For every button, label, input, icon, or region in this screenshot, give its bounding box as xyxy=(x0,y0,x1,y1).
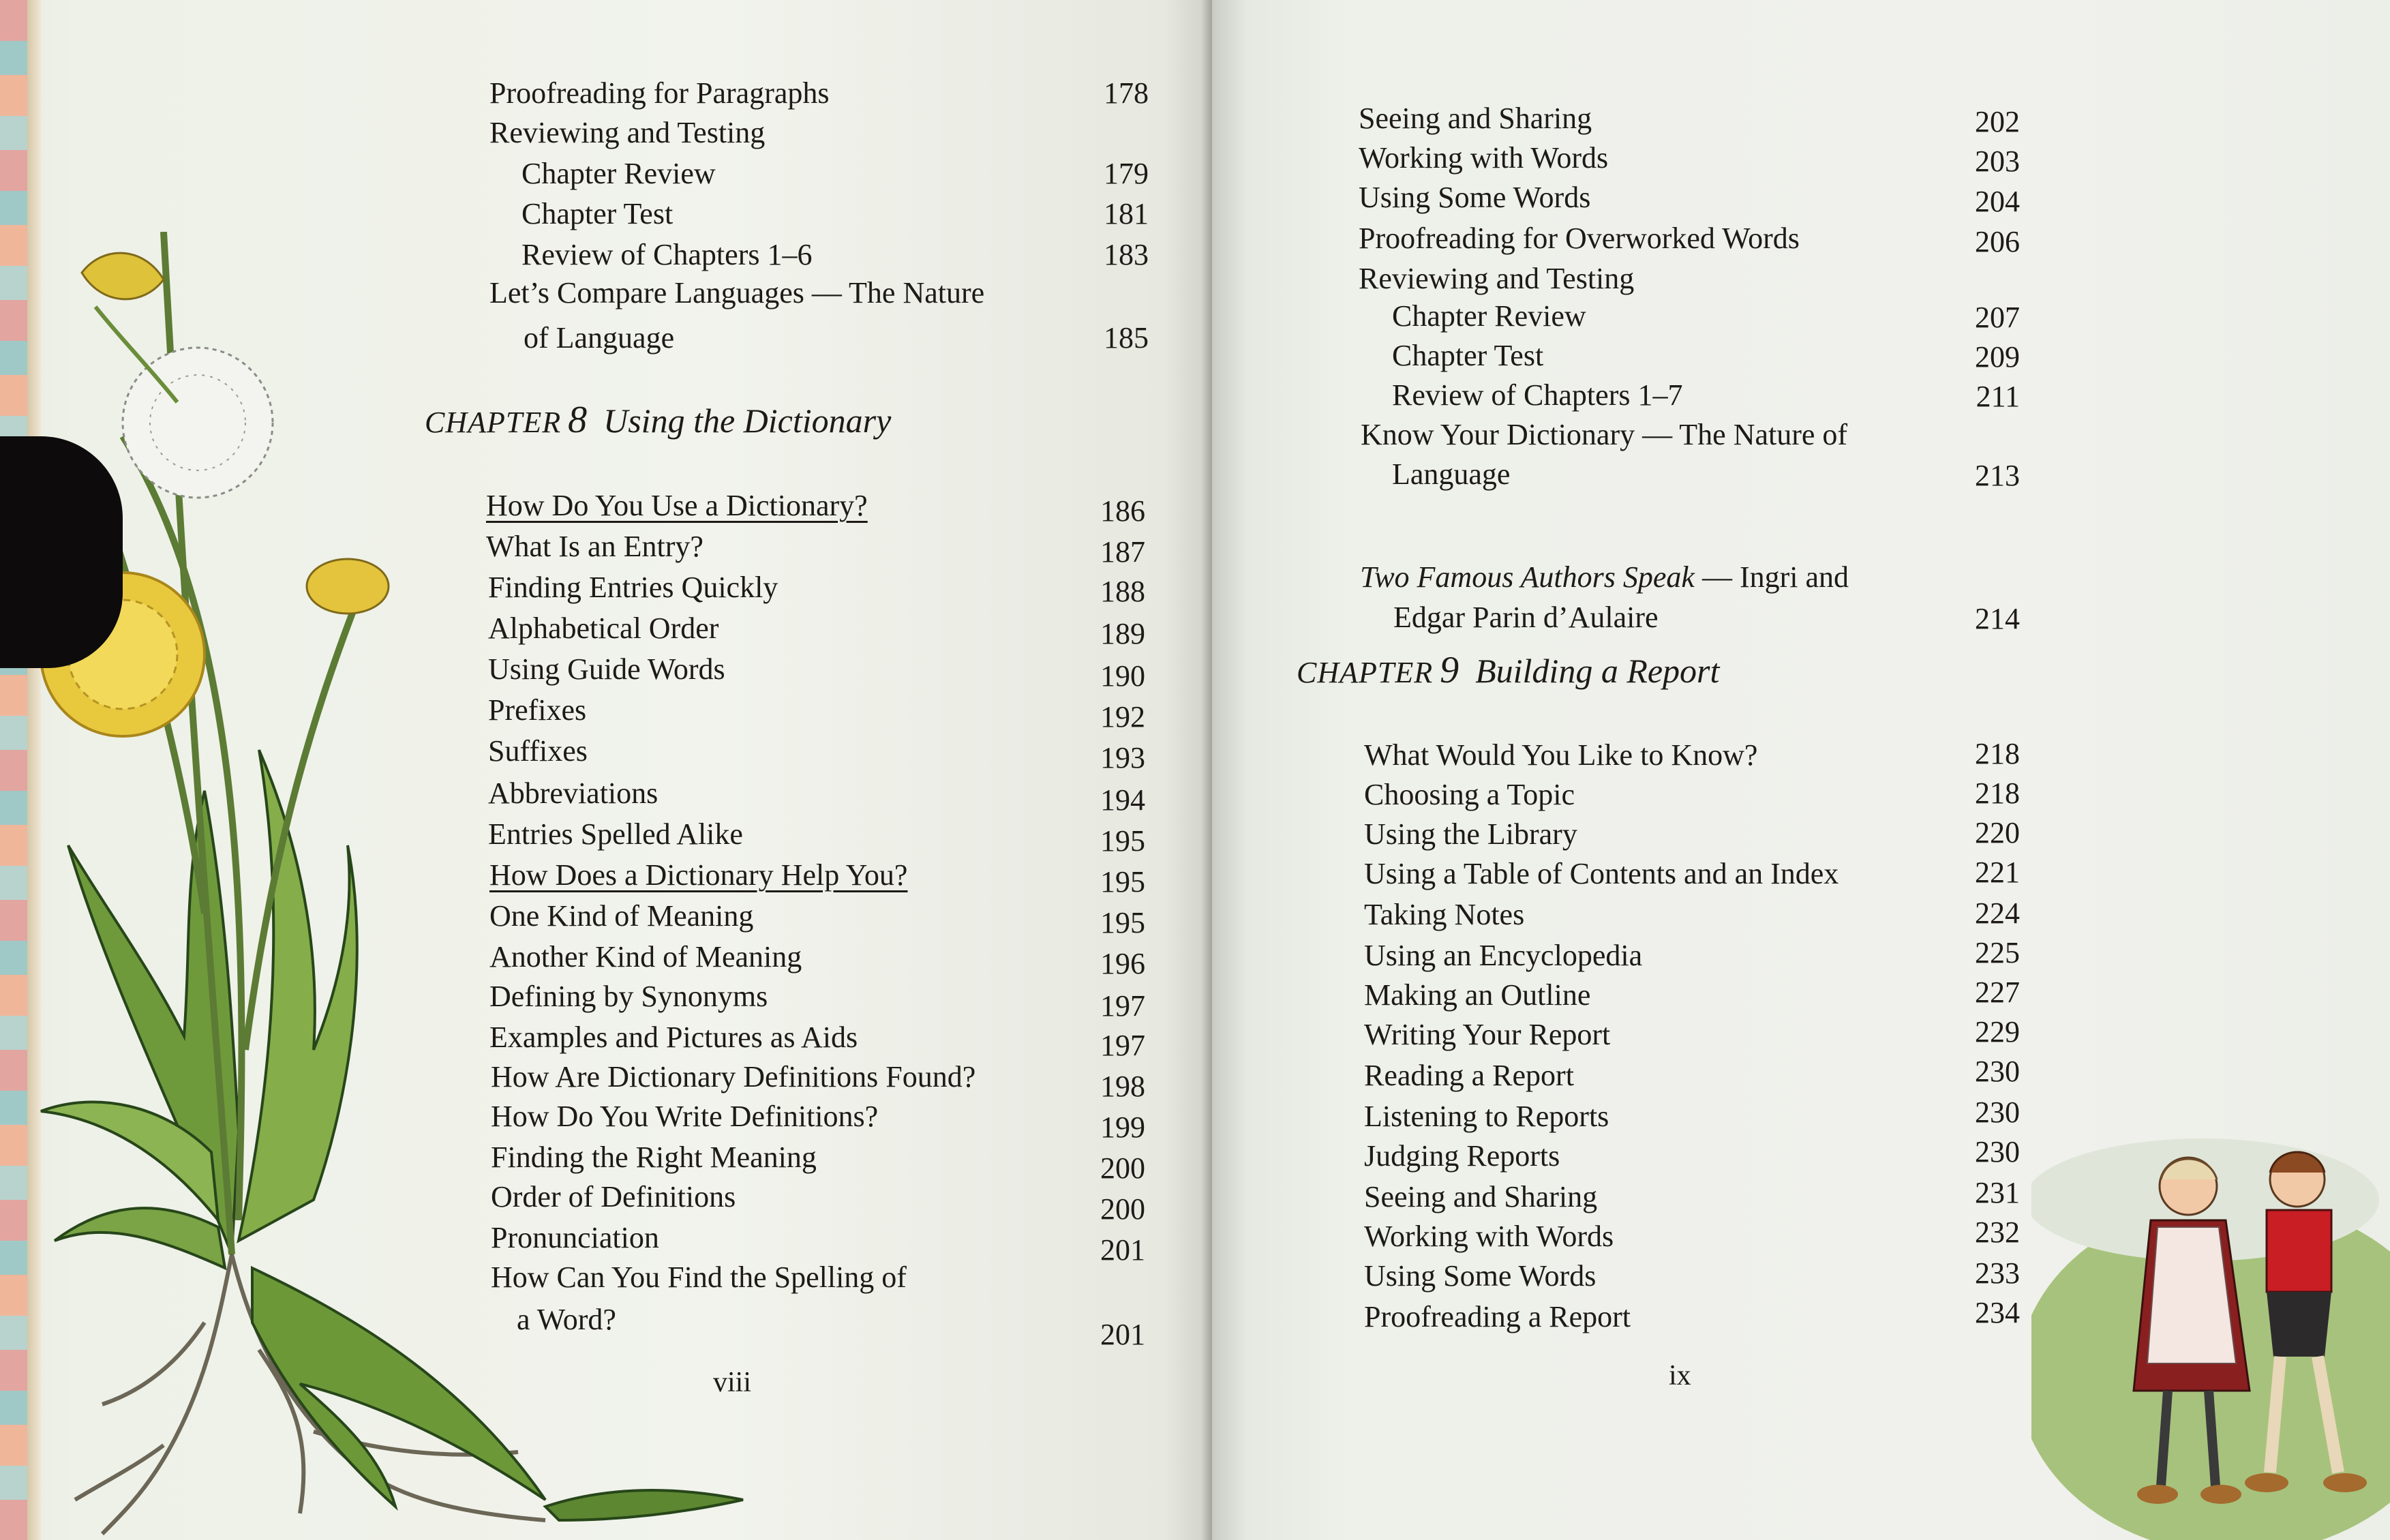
toc-entry: One Kind of Meaning xyxy=(489,899,754,933)
toc-entry-authors xyxy=(1360,562,1849,592)
toc-page-number: 220 xyxy=(1975,816,2020,849)
toc-page-number: 229 xyxy=(1975,1015,2020,1048)
chapter-word: CHAPTER xyxy=(1297,656,1434,689)
toc-entry: Language xyxy=(1392,457,1511,491)
toc-entry: Chapter Review xyxy=(1392,299,1586,333)
toc-entry: Finding Entries Quickly xyxy=(488,571,778,604)
toc-entry: Using Some Words xyxy=(1359,181,1591,214)
toc-entry: Chapter Test xyxy=(521,197,674,230)
toc-page-number: 195 xyxy=(1100,906,1145,939)
toc-page-number: 200 xyxy=(1100,1151,1145,1185)
toc-page-number: 196 xyxy=(1100,947,1145,980)
toc-page-number: 190 xyxy=(1100,659,1145,693)
toc-entry: Listening to Reports xyxy=(1364,1100,1609,1133)
chapter-word: CHAPTER xyxy=(425,406,562,439)
toc-entry: Judging Reports xyxy=(1364,1139,1560,1173)
toc-page-number: 204 xyxy=(1975,185,2020,218)
chapter-heading xyxy=(1297,651,1719,689)
toc-page-number: 194 xyxy=(1100,783,1145,817)
toc-entry: Using Some Words xyxy=(1364,1259,1597,1293)
toc-page-number: 221 xyxy=(1975,856,2020,889)
chapter-title: Using the Dictionary xyxy=(603,402,892,440)
toc-section-heading: How Do You Use a Dictionary? xyxy=(486,489,868,522)
toc-entry: Using the Library xyxy=(1364,817,1577,851)
toc-page-number: 195 xyxy=(1100,824,1145,858)
toc-entry: Defining by Synonyms xyxy=(489,980,768,1013)
toc-entry: Chapter Test xyxy=(1392,339,1544,372)
toc-section-heading: How Does a Dictionary Help You? xyxy=(489,858,908,892)
toc-entry: How Do You Write Definitions? xyxy=(491,1100,879,1133)
toc-page-number: 199 xyxy=(1100,1111,1145,1144)
toc-page-number: 187 xyxy=(1100,535,1145,569)
toc-page-number: 227 xyxy=(1975,976,2020,1009)
toc-entry: Abbreviations xyxy=(488,776,659,810)
thumb-shadow xyxy=(0,436,123,668)
authors-names: — Ingri and xyxy=(1694,560,1849,594)
toc-entry: Choosing a Topic xyxy=(1364,778,1575,811)
toc-entry: Using an Encyclopedia xyxy=(1364,939,1643,972)
toc-entry: Examples and Pictures as Aids xyxy=(489,1021,858,1054)
toc-page-number: 181 xyxy=(1104,197,1149,230)
toc-entry: Proofreading for Paragraphs xyxy=(489,76,830,110)
toc-entry: Using Guide Words xyxy=(488,652,725,686)
toc-entry: Making an Outline xyxy=(1364,978,1591,1012)
dancing-children-illustration xyxy=(2031,1118,2390,1540)
toc-entry: Chapter Review xyxy=(521,157,716,190)
toc-entry: Let’s Compare Languages — The Nature xyxy=(489,276,985,309)
toc-page-number: 231 xyxy=(1975,1176,2020,1209)
toc-page-number: 211 xyxy=(1976,380,2020,413)
toc-page-number: 218 xyxy=(1975,737,2020,770)
toc-entry: What Would You Like to Know? xyxy=(1364,738,1758,772)
toc-entry: Reading a Report xyxy=(1364,1059,1574,1092)
toc-page-number: 186 xyxy=(1100,494,1145,528)
toc-page-number: 201 xyxy=(1100,1318,1145,1351)
toc-page-number: 178 xyxy=(1104,76,1149,110)
toc-entry: Using a Table of Contents and an Index xyxy=(1364,857,1839,890)
toc-entry: Prefixes xyxy=(488,693,587,727)
toc-page-number: 230 xyxy=(1975,1055,2020,1088)
seed-head xyxy=(123,348,273,498)
toc-page-number: 230 xyxy=(1975,1096,2020,1129)
toc-page-number: 200 xyxy=(1100,1192,1145,1226)
toc-entry: Finding the Right Meaning xyxy=(491,1141,817,1174)
toc-entry: Pronunciation xyxy=(491,1221,659,1254)
authors-title: Two Famous Authors Speak xyxy=(1360,560,1695,594)
toc-entry: Review of Chapters 1–7 xyxy=(1392,378,1683,412)
toc-entry: Proofreading a Report xyxy=(1364,1300,1631,1333)
toc-entry: Order of Definitions xyxy=(491,1180,736,1213)
toc-page-number: 206 xyxy=(1975,225,2020,258)
toc-page-number: 224 xyxy=(1975,896,2020,930)
toc-page-number: 201 xyxy=(1100,1233,1145,1267)
toc-page-number: 203 xyxy=(1975,145,2020,178)
toc-page-number: 198 xyxy=(1100,1070,1145,1103)
toc-page-number: 197 xyxy=(1100,989,1145,1023)
toc-entry: Review of Chapters 1–6 xyxy=(521,238,813,271)
toc-page-number: 218 xyxy=(1975,776,2020,810)
toc-entry: a Word? xyxy=(517,1303,616,1336)
toc-page-number: 232 xyxy=(1975,1216,2020,1249)
toc-page-number: 188 xyxy=(1100,575,1145,608)
toc-page-number: 193 xyxy=(1100,741,1145,774)
toc-page-number: 225 xyxy=(1975,936,2020,969)
toc-page-number: 209 xyxy=(1975,340,2020,374)
toc-page-number: 183 xyxy=(1104,238,1149,271)
toc-entry: Seeing and Sharing xyxy=(1359,102,1592,135)
toc-entry: Another Kind of Meaning xyxy=(489,940,802,973)
toc-entry: Taking Notes xyxy=(1364,898,1525,931)
toc-page-number: 189 xyxy=(1100,617,1145,650)
toc-page-number: 233 xyxy=(1975,1256,2020,1290)
toc-page-number: 234 xyxy=(1975,1296,2020,1329)
toc-entry: Writing Your Report xyxy=(1364,1018,1611,1051)
toc-page-number: 202 xyxy=(1975,105,2020,138)
toc-entry: Working with Words xyxy=(1364,1220,1614,1253)
toc-entry: Know Your Dictionary — The Nature of xyxy=(1361,418,1848,451)
toc-page-number: 197 xyxy=(1100,1029,1145,1062)
page-folio: viii xyxy=(713,1367,752,1398)
toc-entry: Seeing and Sharing xyxy=(1364,1180,1598,1213)
toc-entry: Edgar Parin d’Aulaire xyxy=(1393,601,1659,634)
toc-entry: How Are Dictionary Definitions Found? xyxy=(491,1060,976,1093)
chapter-heading xyxy=(425,401,891,439)
toc-entry: Suffixes xyxy=(488,734,588,768)
toc-page-number: 195 xyxy=(1100,865,1145,899)
toc-page-number: 192 xyxy=(1100,700,1145,734)
page-folio: ix xyxy=(1669,1360,1691,1391)
toc-page-number: 185 xyxy=(1104,321,1149,354)
toc-entry: Working with Words xyxy=(1359,141,1609,175)
toc-page-number: 213 xyxy=(1975,459,2020,492)
toc-page-number: 214 xyxy=(1975,602,2020,635)
toc-entry: Alphabetical Order xyxy=(488,612,719,645)
toc-entry: of Language xyxy=(524,321,675,354)
toc-entry: What Is an Entry? xyxy=(486,530,704,563)
chapter-number: 9 xyxy=(1440,649,1459,691)
yellow-flower-bud xyxy=(307,559,389,614)
toc-entry: Reviewing and Testing xyxy=(1359,262,1635,295)
chapter-number: 8 xyxy=(568,399,588,441)
toc-entry: Reviewing and Testing xyxy=(489,116,766,149)
toc-entry: Entries Spelled Alike xyxy=(488,817,743,851)
toc-page-number: 179 xyxy=(1104,157,1149,190)
chapter-title: Building a Report xyxy=(1475,652,1720,690)
toc-entry: How Can You Find the Spelling of xyxy=(491,1260,907,1294)
toc-page-number: 230 xyxy=(1975,1135,2020,1168)
toc-page-number: 207 xyxy=(1975,301,2020,334)
toc-entry: Proofreading for Overworked Words xyxy=(1359,222,1800,255)
